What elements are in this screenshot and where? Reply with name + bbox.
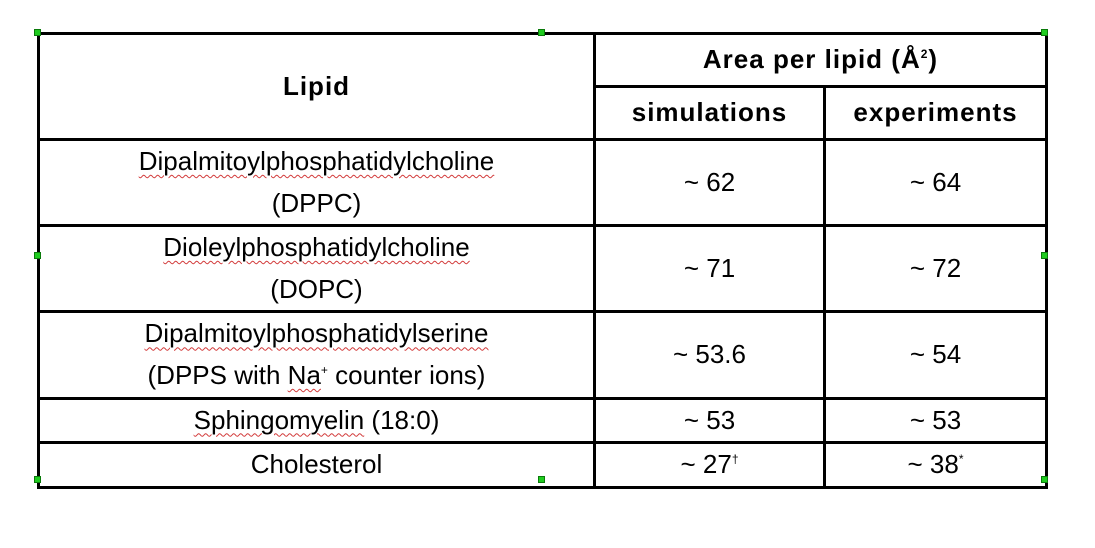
lipid-name: Dioleylphosphatidylcholine bbox=[163, 232, 470, 263]
simulations-value: ~ 53 bbox=[595, 398, 825, 443]
resize-handle-top-center[interactable] bbox=[538, 29, 545, 36]
resize-handle-middle-right[interactable] bbox=[1041, 252, 1048, 259]
header-area-close: ) bbox=[928, 44, 939, 75]
simulations-value-cell bbox=[595, 443, 825, 488]
lipid-name-line1 bbox=[40, 313, 593, 355]
lipid-name-line1 bbox=[40, 141, 593, 183]
resize-handle-top-right[interactable] bbox=[1041, 29, 1048, 36]
experiments-value: ~ 38 bbox=[907, 449, 959, 480]
resize-handle-bottom-right[interactable] bbox=[1041, 476, 1048, 483]
lipid-name-rest: (18:0) bbox=[364, 404, 440, 435]
lipid-name-cell bbox=[39, 312, 595, 398]
resize-handle-middle-left[interactable] bbox=[34, 252, 41, 259]
dagger-footnote-mark: † bbox=[731, 452, 739, 467]
lipid-name-cell: Cholesterol bbox=[39, 443, 595, 488]
experiments-value: ~ 64 bbox=[825, 140, 1047, 226]
resize-handle-top-left[interactable] bbox=[34, 29, 41, 36]
header-simulations: simulations bbox=[595, 87, 825, 140]
lipid-abbrev: (DPPC) bbox=[271, 187, 362, 218]
area-per-lipid-table bbox=[37, 32, 1048, 489]
lipid-abbrev-post: counter ions) bbox=[327, 359, 486, 390]
lipid-name-line1 bbox=[40, 227, 593, 269]
lipid-name: Dipalmitoylphosphatidylserine bbox=[144, 318, 489, 349]
sodium-charge-sup: + bbox=[320, 362, 328, 377]
table-row bbox=[39, 398, 1047, 443]
experiments-value: ~ 53 bbox=[825, 398, 1047, 443]
header-area-per-lipid bbox=[595, 34, 1047, 87]
simulations-value: ~ 62 bbox=[595, 140, 825, 226]
lipid-abbrev-pre: (DPPS with bbox=[147, 359, 288, 390]
lipid-abbrev: (DOPC) bbox=[270, 273, 363, 304]
table-row bbox=[39, 226, 1047, 312]
lipid-name-cell bbox=[39, 226, 595, 312]
header-area-sup: 2 bbox=[920, 47, 929, 62]
area-per-lipid-table-object[interactable] bbox=[37, 32, 1045, 480]
simulations-value: ~ 71 bbox=[595, 226, 825, 312]
header-experiments: experiments bbox=[825, 87, 1047, 140]
header-lipid: Lipid bbox=[39, 34, 595, 140]
resize-handle-bottom-left[interactable] bbox=[34, 476, 41, 483]
header-area-text: Area per lipid (Å bbox=[702, 44, 921, 75]
experiments-value-cell bbox=[825, 443, 1047, 488]
lipid-name: Dipalmitoylphosphatidylcholine bbox=[138, 146, 495, 176]
table-row bbox=[39, 312, 1047, 398]
table-row bbox=[39, 140, 1047, 226]
lipid-abbrev bbox=[40, 355, 593, 397]
lipid-name-cell bbox=[39, 398, 595, 443]
experiments-value: ~ 72 bbox=[825, 226, 1047, 312]
lipid-name-cell bbox=[39, 140, 595, 226]
lipid-name: Sphingomyelin bbox=[193, 404, 365, 435]
resize-handle-bottom-center[interactable] bbox=[538, 476, 545, 483]
experiments-value: ~ 54 bbox=[825, 312, 1047, 398]
asterisk-footnote-mark: * bbox=[958, 452, 964, 467]
simulations-value: ~ 53.6 bbox=[595, 312, 825, 398]
simulations-value: ~ 27 bbox=[680, 449, 732, 480]
header-row-1 bbox=[39, 34, 1047, 87]
sodium-label: Na bbox=[287, 359, 321, 390]
